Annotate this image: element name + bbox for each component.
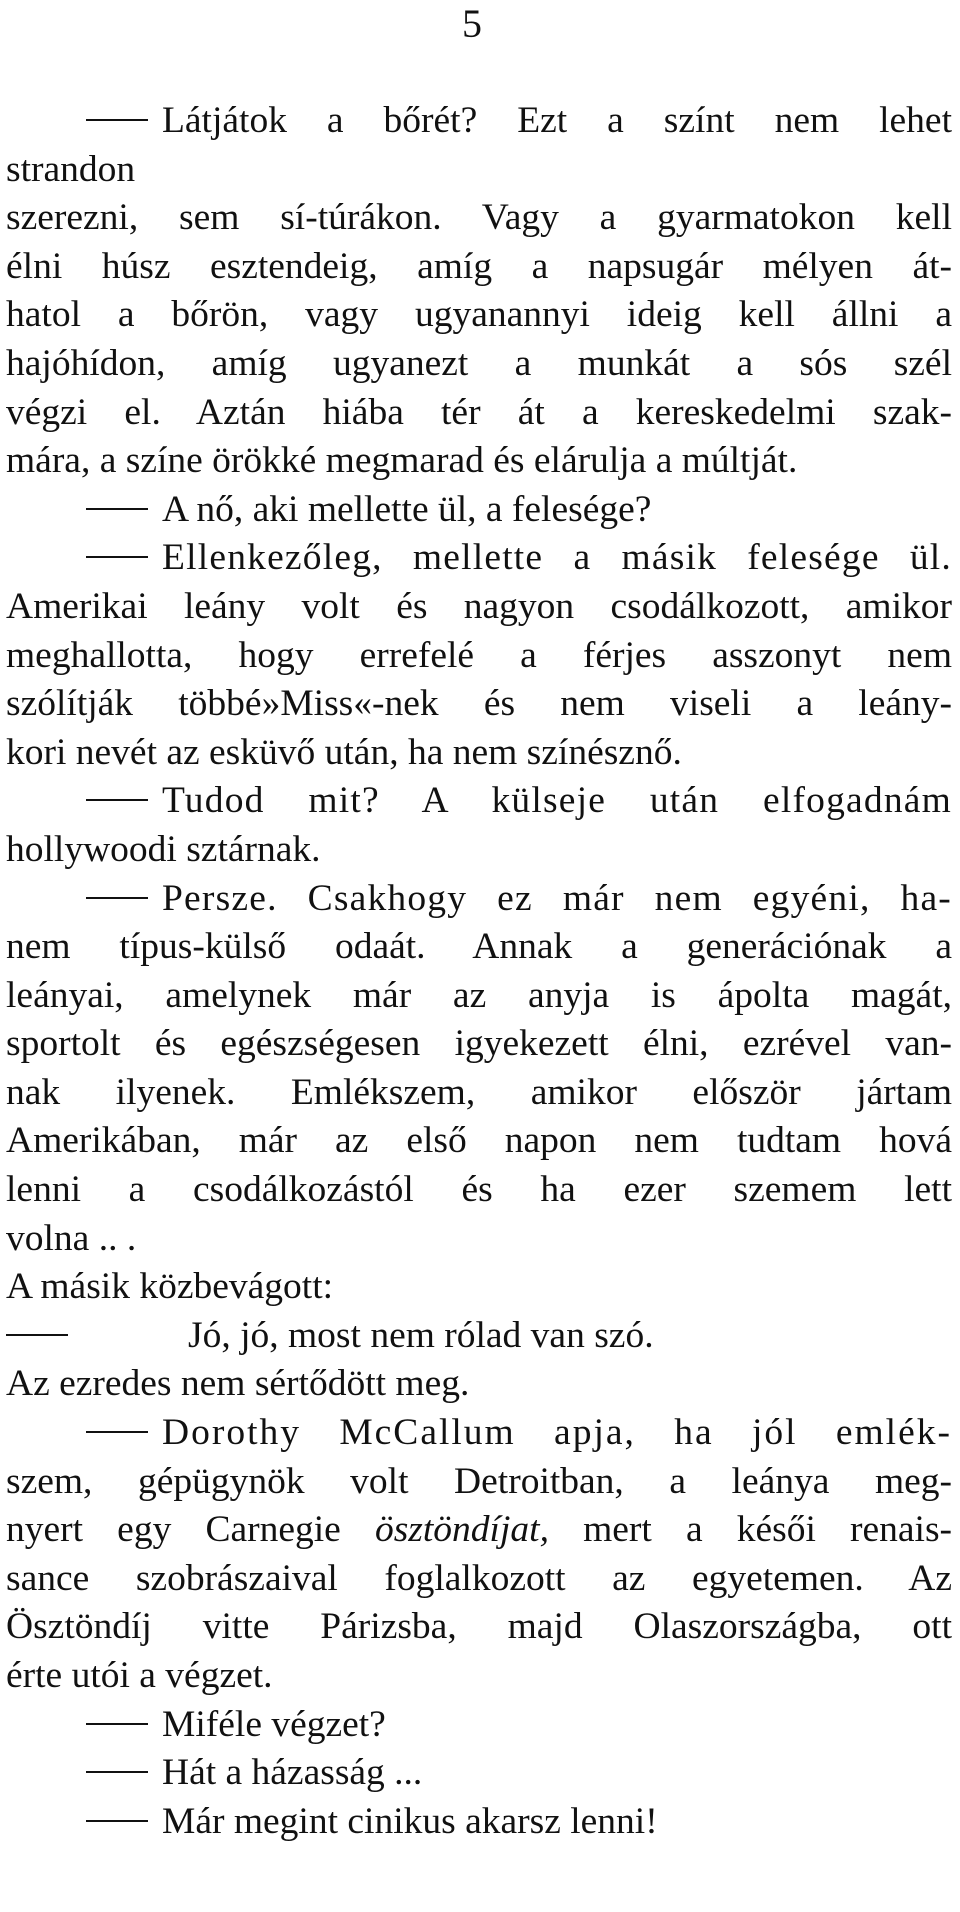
dash-mark: [86, 556, 148, 558]
text-line: A nő, aki mellette ül, a felesége?: [6, 486, 952, 535]
dash-mark: [86, 1723, 148, 1725]
text-line: lenni a csodálkozástól és ha ezer szemem lett: [6, 1169, 952, 1211]
text-line: Látjátok a bőrét? Ezt a színt nem lehet: [6, 97, 952, 146]
text-line: Dorothy McCallum apja, ha jól emlék-: [6, 1409, 952, 1458]
text-line: hajóhídon, amíg ugyanezt a munkát a sós szél: [6, 342, 952, 384]
page-number: 5: [462, 1, 482, 46]
text-line: Amerikai leány volt és nagyon csodálkozott, amikor: [6, 585, 952, 627]
text-line: sance szobrászaival foglalkozott az egyetemen. Az: [6, 1557, 952, 1599]
text-line: A másik közbevágott:: [6, 1266, 334, 1308]
text-line: Persze. Csakhogy ez már nem egyéni, ha-: [6, 875, 952, 924]
text-line: szólítják többé»Miss«-nek és nem viseli a leány-: [6, 683, 952, 725]
text-line: strandon: [6, 148, 136, 190]
text-line: Ellenkezőleg, mellette a másik felesége ül.: [6, 534, 952, 583]
text-line: nyert egy Carnegie ösztöndíjat, mert a késői renais-: [6, 1509, 952, 1551]
text-line: Már megint cinikus akarsz lenni!: [6, 1798, 952, 1847]
dash-mark: [86, 1431, 148, 1433]
text-line: Amerikában, már az első napon nem tudtam hová: [6, 1120, 952, 1162]
text-line: Ösztöndíj vitte Párizsba, majd Olaszországba, ott: [6, 1606, 952, 1648]
text-line: volna .. .: [6, 1217, 137, 1259]
text-line: leányai, amelynek már az anyja is ápolta magát,: [6, 974, 952, 1016]
dash-mark: [86, 1771, 148, 1773]
text-line: érte utói a végzet.: [6, 1655, 273, 1696]
dash-mark: [86, 119, 148, 121]
text-line: kori nevét az esküvő után, ha nem színésznő.: [6, 731, 682, 773]
text-line: hollywoodi sztárnak.: [6, 828, 321, 870]
text-line: nak ilyenek. Emlékszem, amikor először jártam: [6, 1071, 952, 1113]
text-line: szerezni, sem sí-túrákon. Vagy a gyarmatokon kell: [6, 197, 952, 239]
text-line: mára, a színe örökké megmarad és elárulja a múltját.: [6, 440, 798, 482]
dash-mark: [6, 1334, 68, 1336]
text-line: hatol a bőrön, vagy ugyanannyi ideig kell állni a: [6, 294, 952, 336]
text-line: Hát a házasság ...: [6, 1749, 952, 1798]
text-line: nem típus-külső odaát. Annak a generációnak a: [6, 926, 952, 968]
text-line: végzi el. Aztán hiába tér át a kereskedelmi szak-: [6, 391, 952, 433]
text-line: szem, gépügynök volt Detroitban, a leánya meg-: [6, 1460, 952, 1502]
dash-mark: [86, 1820, 148, 1822]
text-line: sportolt és egészségesen igyekezett élni, ezrével van-: [6, 1023, 952, 1065]
text-line: Tudod mit? A külseje után elfogadnám: [6, 777, 952, 826]
body-text: [6, 97, 952, 1846]
text-line: Az ezredes nem sértődött meg.: [6, 1363, 470, 1405]
dash-mark: [86, 897, 148, 899]
text-line: élni húsz esztendeig, amíg a napsugár mélyen át-: [6, 245, 952, 287]
dash-mark: [86, 799, 148, 801]
text-line: Miféle végzet?: [6, 1701, 952, 1750]
text-line: Jó, jó, most nem rólad van szó.: [6, 1312, 952, 1361]
dash-mark: [86, 508, 148, 510]
text-line: meghallotta, hogy errefelé a férjes asszonyt nem: [6, 634, 952, 676]
